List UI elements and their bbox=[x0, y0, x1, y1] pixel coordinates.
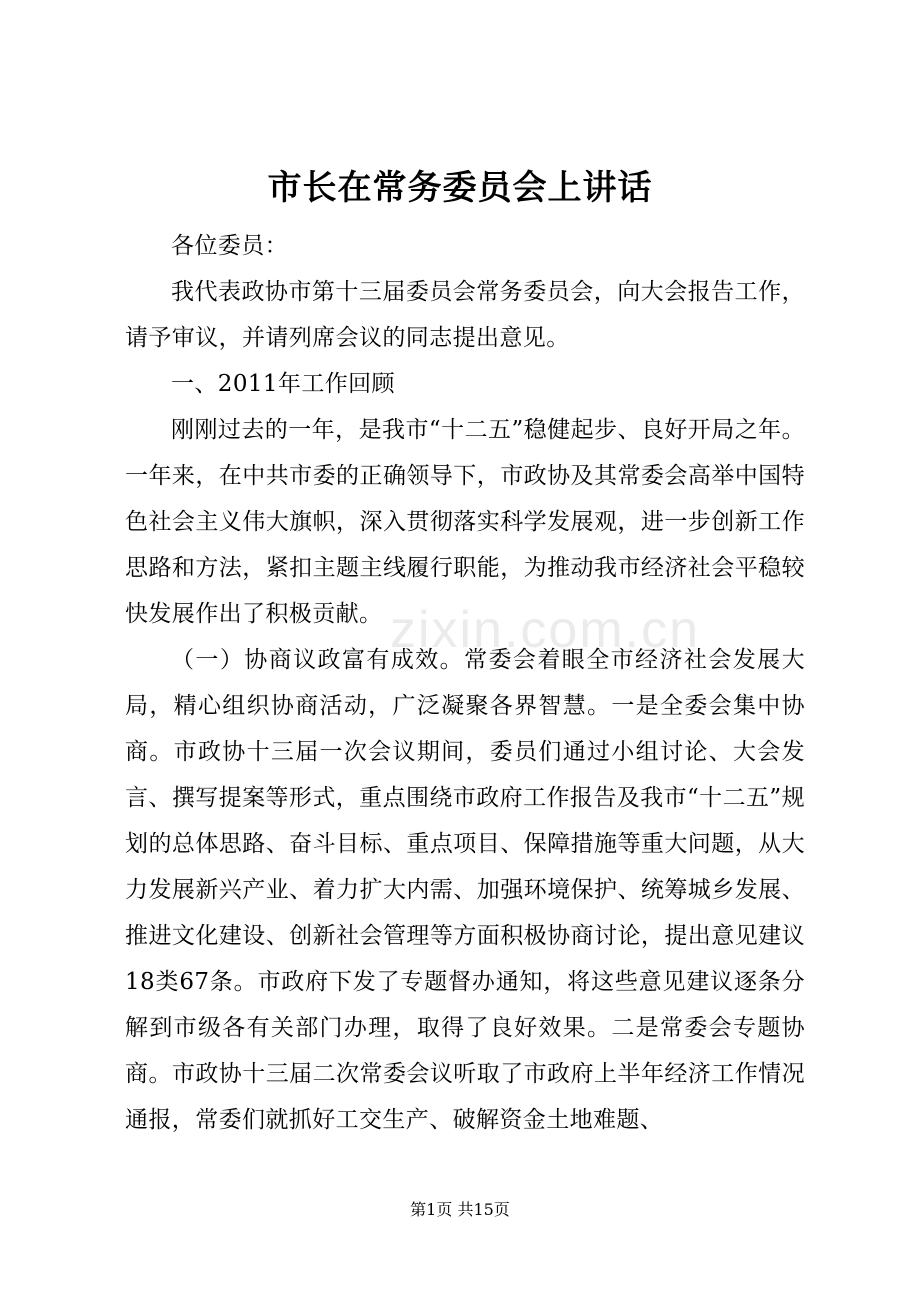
consultation-paragraph: （一）协商议政富有成效。常委会着眼全市经济社会发展大局，精心组织协商活动，广泛凝聚各界智慧。一是全委会集中协商。市政协十三届一次会议期间，委员们通过小组讨论、大会发言、撰写提案等形式，重点围绕市政府工作报告及我市“十二五”规划的总体思路、奋斗目标、重点项目、保障措施等重大问题，从大力发展新兴产业、着力扩大内需、加强环境保护、统筹城乡发展、推进文化建设、创新社会管理等方面积极协商讨论，提出意见建议18类67条。市政府下发了专题督办通知，将这些意见建议逐条分解到市级各有关部门办理，取得了良好效果。二是常委会专题协商。市政协十三届二次常委会议听取了市政府上半年经济工作情况通报，常委们就抓好工交生产、破解资金土地难题、 bbox=[125, 647, 805, 1133]
intro-paragraph: 我代表政协市第十三届委员会常务委员会，向大会报告工作，请予审议，并请列席会议的同志提出意见。 bbox=[125, 279, 805, 351]
document-title: 市长在常务委员会上讲话 bbox=[267, 168, 653, 208]
page-number-footer: 第1页 共15页 bbox=[410, 1200, 510, 1219]
greeting-paragraph: 各位委员： bbox=[171, 233, 288, 259]
section-heading: 一、2011年工作回顾 bbox=[171, 371, 395, 397]
review-paragraph: 刚刚过去的一年，是我市“十二五”稳健起步、良好开局之年。一年来，在中共市委的正确领导下，市政协及其常委会高举中国特色社会主义伟大旗帜，深入贯彻落实科学发展观，进一步创新工作思路和方法，紧扣主题主线履行职能，为推动我市经济社会平稳较快发展作出了积极贡献。 bbox=[125, 417, 805, 627]
watermark: zixin.com.cn bbox=[389, 601, 701, 659]
document-body bbox=[125, 223, 805, 1143]
